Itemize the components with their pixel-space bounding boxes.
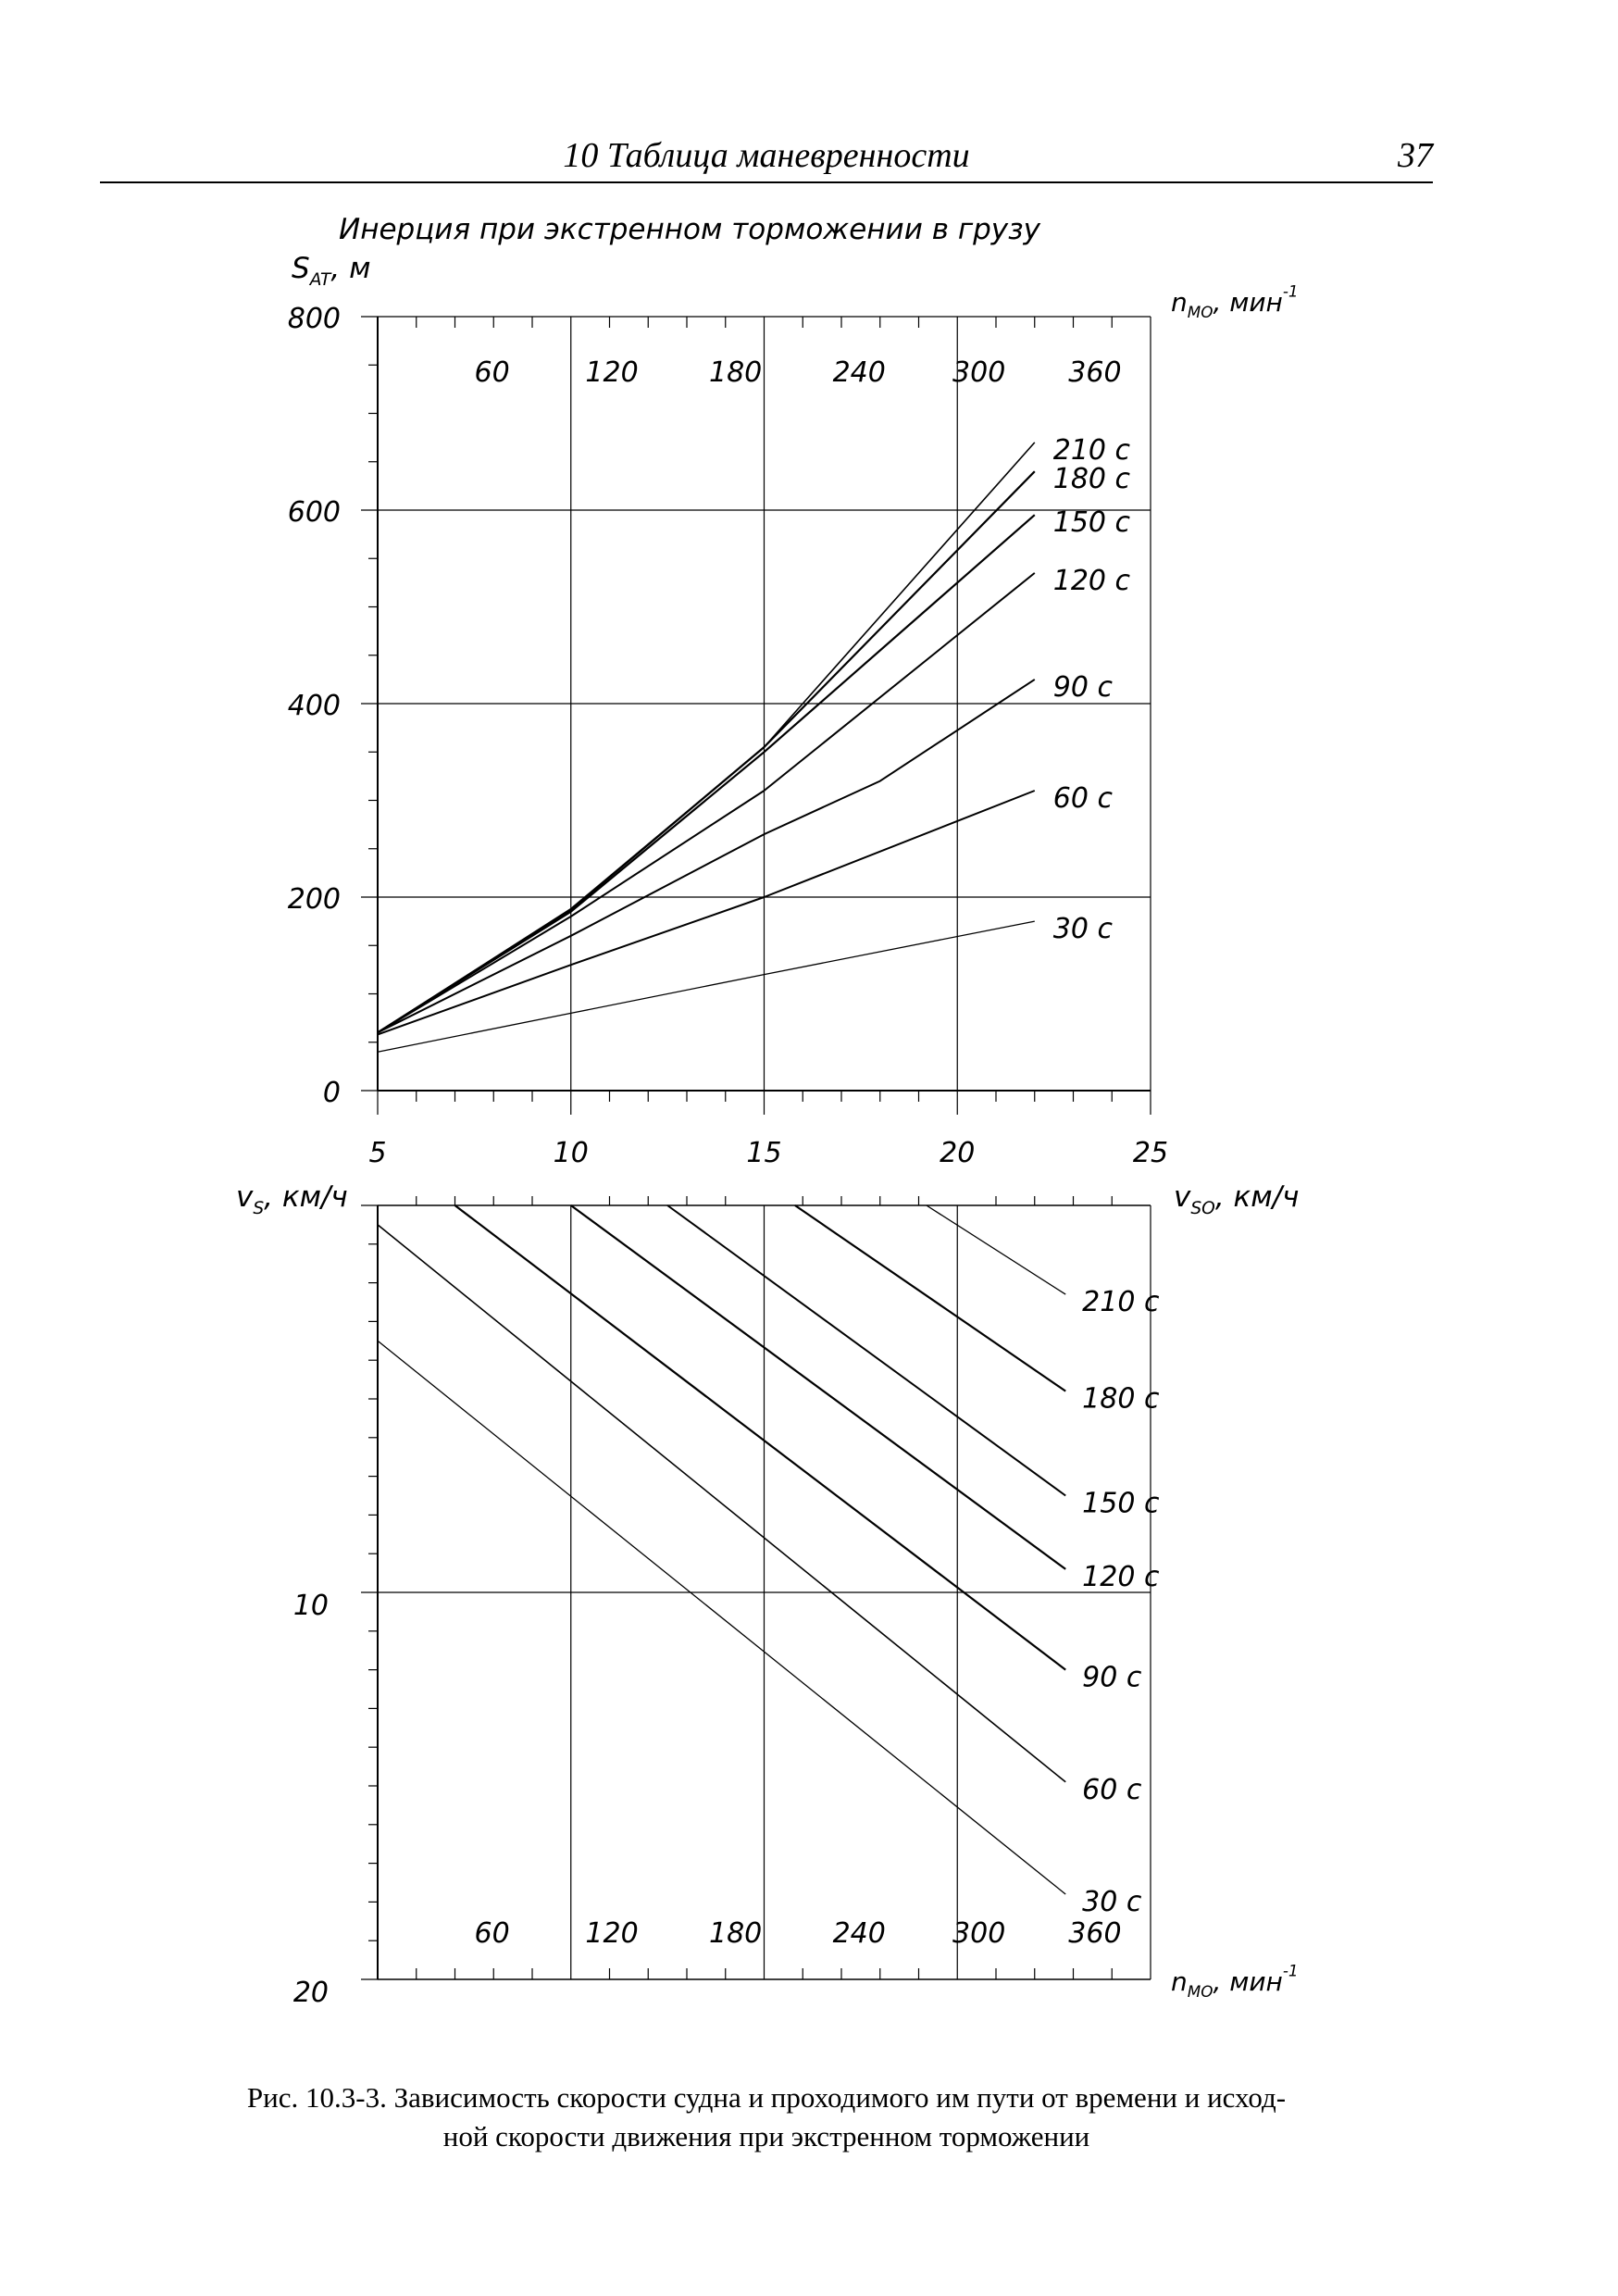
series-line (795, 1205, 1065, 1391)
series-label: 60 с (1082, 1773, 1142, 1806)
series-label: 180 с (1052, 463, 1131, 496)
y-tick-label: 600 (287, 496, 341, 529)
y-tick-label: 0 (322, 1077, 341, 1109)
speed-chart (236, 1180, 1299, 2009)
page-number: 37 (1398, 136, 1433, 175)
series-label: 210 с (1052, 433, 1131, 467)
caption-line-2: ной скорости движения при экстренном торможении (442, 2120, 1090, 2152)
rpm-axis-label: $n_{MO}$, мин$^{-1}$ (1171, 1961, 1299, 2001)
series-label: 30 с (1052, 913, 1113, 946)
chart-title: Инерция при экстренном торможении в грузу (339, 213, 1040, 246)
rpm-tick-label: 180 (708, 356, 763, 389)
x-tick-label: 5 (368, 1137, 387, 1169)
figure-caption (100, 2078, 1433, 2156)
series-label: 90 с (1082, 1661, 1142, 1694)
series-line (378, 573, 1035, 1032)
series-line (378, 443, 1035, 1032)
rpm-tick-label: 60 (474, 1917, 510, 1950)
series-label: 210 с (1082, 1286, 1160, 1319)
x-tick-label: 25 (1132, 1137, 1169, 1169)
x-axis-label: $v_{SO}$, км/ч (1174, 1180, 1300, 1218)
y-axis-label: $S_{AT}$, м (292, 252, 371, 290)
y-tick-label: 200 (287, 883, 341, 916)
series-label: 120 с (1052, 564, 1131, 597)
rpm-tick-label: 240 (832, 1917, 886, 1950)
distance-chart (288, 213, 1299, 1169)
series-label: 180 с (1082, 1382, 1160, 1416)
rpm-tick-label: 300 (952, 356, 1006, 389)
series-label: 60 с (1052, 782, 1113, 816)
rpm-tick-label: 180 (708, 1917, 763, 1950)
rpm-tick-label: 360 (1068, 1917, 1122, 1950)
y-tick-label: 20 (292, 1977, 329, 2009)
series-line (378, 1225, 1065, 1782)
rpm-tick-label: 360 (1068, 356, 1122, 389)
series-line (378, 471, 1035, 1032)
rpm-tick-label: 240 (832, 356, 886, 389)
series-line (378, 1341, 1065, 1894)
y-tick-label: 400 (287, 690, 341, 722)
y-tick-label: 800 (287, 303, 341, 335)
rpm-tick-label: 60 (474, 356, 510, 389)
running-title: 10 Таблица маневренности (563, 136, 970, 175)
x-tick-label: 10 (553, 1137, 589, 1169)
x-tick-label: 20 (940, 1137, 976, 1169)
series-label: 150 с (1052, 506, 1131, 540)
series-label: 150 с (1082, 1487, 1160, 1520)
series-line (378, 921, 1035, 1052)
x-tick-label: 15 (746, 1137, 782, 1169)
series-line (378, 680, 1035, 1032)
series-line (455, 1205, 1066, 1670)
series-label: 30 с (1082, 1886, 1142, 1919)
rpm-tick-label: 300 (952, 1917, 1006, 1950)
y-axis-label: $v_S$, км/ч (236, 1180, 348, 1218)
series-line (927, 1205, 1065, 1294)
y-tick-label: 10 (292, 1590, 329, 1622)
series-line (378, 791, 1035, 1034)
series-line (378, 515, 1035, 1032)
series-label: 90 с (1052, 670, 1113, 704)
rpm-tick-label: 120 (585, 356, 639, 389)
rpm-axis-label: $n_{MO}$, мин$^{-1}$ (1171, 281, 1299, 321)
series-label: 120 с (1082, 1560, 1160, 1593)
series-line (571, 1205, 1065, 1569)
caption-line-1: Рис. 10.3-3. Зависимость скорости судна и проходимого им пути от времени и исход- (246, 2081, 1287, 2114)
rpm-tick-label: 120 (585, 1917, 639, 1950)
